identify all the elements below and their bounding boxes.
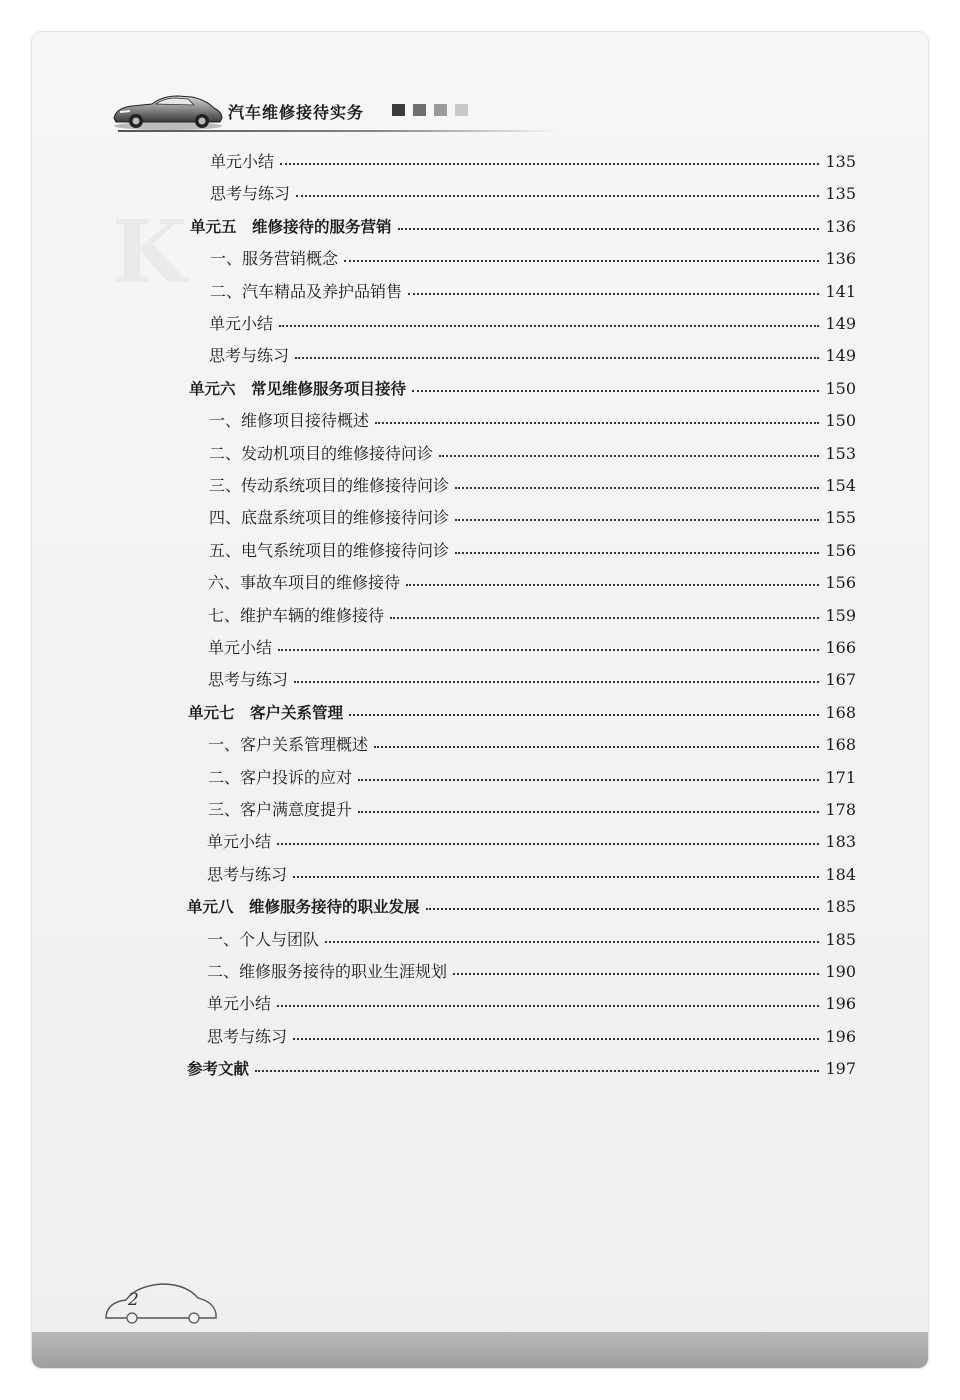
toc-entry-page: 159: [825, 606, 856, 625]
toc-entry[interactable]: [210, 247, 856, 271]
toc-entry[interactable]: [208, 733, 856, 757]
toc-entry-page: 149: [825, 314, 856, 333]
toc-entry[interactable]: [208, 604, 856, 628]
dot-leader: [390, 613, 819, 619]
toc-entry-title: 单元六 常见维修服务项目接待: [189, 380, 407, 398]
toc-entry-title: 一、客户关系管理概述: [208, 735, 369, 754]
toc-entry-title: 单元五 维修接待的服务营销: [190, 218, 392, 236]
toc-entry-title: 二、客户投诉的应对: [208, 768, 353, 787]
dot-leader: [453, 969, 819, 975]
dot-leader: [293, 872, 819, 878]
dot-leader: [455, 548, 819, 554]
toc-entry-title: 三、客户满意度提升: [208, 800, 353, 819]
toc-entry[interactable]: [210, 182, 856, 206]
toc-entry-title: 单元小结: [210, 152, 275, 171]
toc-entry[interactable]: [210, 280, 856, 304]
toc-entry[interactable]: [207, 960, 856, 984]
toc-entry-title: 单元七 客户关系管理: [188, 704, 344, 722]
toc-entry[interactable]: [208, 798, 856, 822]
decor-square: [392, 104, 405, 116]
toc-entry-page: 168: [825, 735, 856, 754]
toc-entry-title: 思考与练习: [209, 346, 290, 365]
toc-entry[interactable]: [208, 571, 856, 595]
toc-entry[interactable]: [209, 506, 856, 530]
toc-entry[interactable]: [207, 992, 856, 1016]
toc-entry[interactable]: [209, 344, 856, 368]
toc-entry[interactable]: [208, 636, 856, 660]
bleed-through-mark: K: [112, 202, 187, 303]
toc-entry-title: 六、事故车项目的维修接待: [208, 573, 401, 592]
toc-unit-entry[interactable]: [189, 377, 856, 401]
toc-entry-title: 单元八 维修服务接待的职业发展: [187, 898, 420, 916]
toc-entry-page: 156: [825, 573, 856, 592]
toc-entry-page: 150: [825, 411, 856, 430]
dot-leader: [439, 451, 819, 457]
toc-unit-entry[interactable]: [187, 895, 856, 919]
header-decoration-squares: [392, 104, 468, 116]
toc-unit-entry[interactable]: [190, 215, 856, 239]
toc-entry-page: 184: [825, 865, 856, 884]
toc-entry-page: 168: [825, 703, 856, 722]
toc-entry-page: 166: [825, 638, 856, 657]
dot-leader: [277, 1001, 819, 1007]
toc-entry[interactable]: [209, 312, 856, 336]
dot-leader: [280, 159, 819, 165]
toc-entry-title: 二、发动机项目的维修接待问诊: [209, 444, 434, 463]
toc-entry-page: 153: [825, 444, 856, 463]
dot-leader: [279, 321, 819, 327]
toc-entry-page: 150: [825, 379, 856, 398]
page-header: [110, 88, 580, 134]
toc-entry-title: 单元小结: [207, 994, 272, 1013]
toc-entry-page: 156: [825, 541, 856, 560]
toc-entry[interactable]: [207, 928, 856, 952]
toc-entry-title: 五、电气系统项目的维修接待问诊: [209, 541, 450, 560]
car-outline-icon: [102, 1272, 222, 1324]
toc-entry-title: 思考与练习: [210, 184, 291, 203]
toc-entry-page: 135: [825, 152, 856, 171]
header-rule: [118, 130, 558, 132]
toc-entry-page: 154: [825, 476, 856, 495]
toc-entry[interactable]: [210, 150, 856, 174]
decor-square: [413, 104, 426, 116]
dot-leader: [277, 839, 819, 845]
toc-entry-title: 思考与练习: [207, 865, 288, 884]
dot-leader: [398, 224, 820, 230]
toc-entry-page: 196: [825, 994, 856, 1013]
dot-leader: [455, 515, 819, 521]
dot-leader: [358, 807, 819, 813]
dot-leader: [325, 937, 819, 943]
toc-entry-title: 一、服务营销概念: [210, 249, 339, 268]
toc-entry-page: 167: [825, 670, 856, 689]
dot-leader: [426, 904, 820, 910]
toc-entry-page: 196: [825, 1027, 856, 1046]
toc-entry-page: 136: [825, 217, 856, 236]
dot-leader: [408, 289, 819, 295]
dot-leader: [255, 1066, 819, 1072]
toc-unit-entry[interactable]: [188, 701, 856, 725]
car-icon: [110, 88, 226, 132]
book-page: [32, 32, 928, 1368]
dot-leader: [406, 580, 819, 586]
toc-entry-title: 四、底盘系统项目的维修接待问诊: [209, 508, 450, 527]
toc-entry[interactable]: [209, 409, 856, 433]
toc-entry-page: 141: [825, 282, 856, 301]
toc-unit-entry[interactable]: [187, 1057, 856, 1081]
toc-entry-page: 178: [825, 800, 856, 819]
toc-entry-title: 一、个人与团队: [207, 930, 320, 949]
toc-entry-title: 思考与练习: [207, 1027, 288, 1046]
dot-leader: [295, 353, 819, 359]
dot-leader: [293, 1034, 819, 1040]
dot-leader: [412, 386, 819, 392]
toc-entry-title: 二、汽车精品及养护品销售: [210, 282, 403, 301]
dot-leader: [296, 191, 819, 197]
dot-leader: [278, 645, 819, 651]
toc-entry-title: 单元小结: [207, 832, 272, 851]
toc-entry[interactable]: [208, 766, 856, 790]
toc-entry-page: 136: [825, 249, 856, 268]
footer-bar: [32, 1332, 928, 1368]
toc-entry-page: 185: [825, 930, 856, 949]
dot-leader: [374, 742, 819, 748]
toc-entry-title: 三、传动系统项目的维修接待问诊: [209, 476, 450, 495]
page-number: 2: [128, 1290, 139, 1310]
toc-entry-title: 七、维护车辆的维修接待: [208, 606, 385, 625]
dot-leader: [344, 256, 819, 262]
toc-entry-title: 单元小结: [209, 314, 274, 333]
toc-entry-title: 一、维修项目接待概述: [209, 411, 370, 430]
toc-entry[interactable]: [209, 539, 856, 563]
toc-entry[interactable]: [207, 830, 856, 854]
toc-entry-page: 190: [825, 962, 856, 981]
toc-entry-title: 二、维修服务接待的职业生涯规划: [207, 962, 448, 981]
book-title: 汽车维修接待实务: [228, 103, 365, 122]
toc-entry[interactable]: [209, 474, 856, 498]
toc-entry-page: 197: [825, 1059, 856, 1078]
dot-leader: [358, 775, 819, 781]
toc-entry-page: 155: [825, 508, 856, 527]
toc-entry-page: 171: [825, 768, 856, 787]
decor-square: [434, 104, 447, 116]
dot-leader: [375, 418, 819, 424]
toc-entry[interactable]: [209, 442, 856, 466]
dot-leader: [294, 677, 819, 683]
decor-square: [455, 104, 468, 116]
toc-entry-title: 单元小结: [208, 638, 273, 657]
dot-leader: [349, 710, 819, 716]
toc-entry-title: 参考文献: [187, 1060, 250, 1078]
toc-entry-page: 135: [825, 184, 856, 203]
toc-entry-title: 思考与练习: [208, 670, 289, 689]
toc-entry-page: 183: [825, 832, 856, 851]
dot-leader: [455, 483, 819, 489]
toc-entry[interactable]: [208, 668, 856, 692]
toc-entry[interactable]: [207, 863, 856, 887]
toc-entry-page: 149: [825, 346, 856, 365]
toc-entry[interactable]: [207, 1025, 856, 1049]
toc-entry-page: 185: [825, 897, 856, 916]
